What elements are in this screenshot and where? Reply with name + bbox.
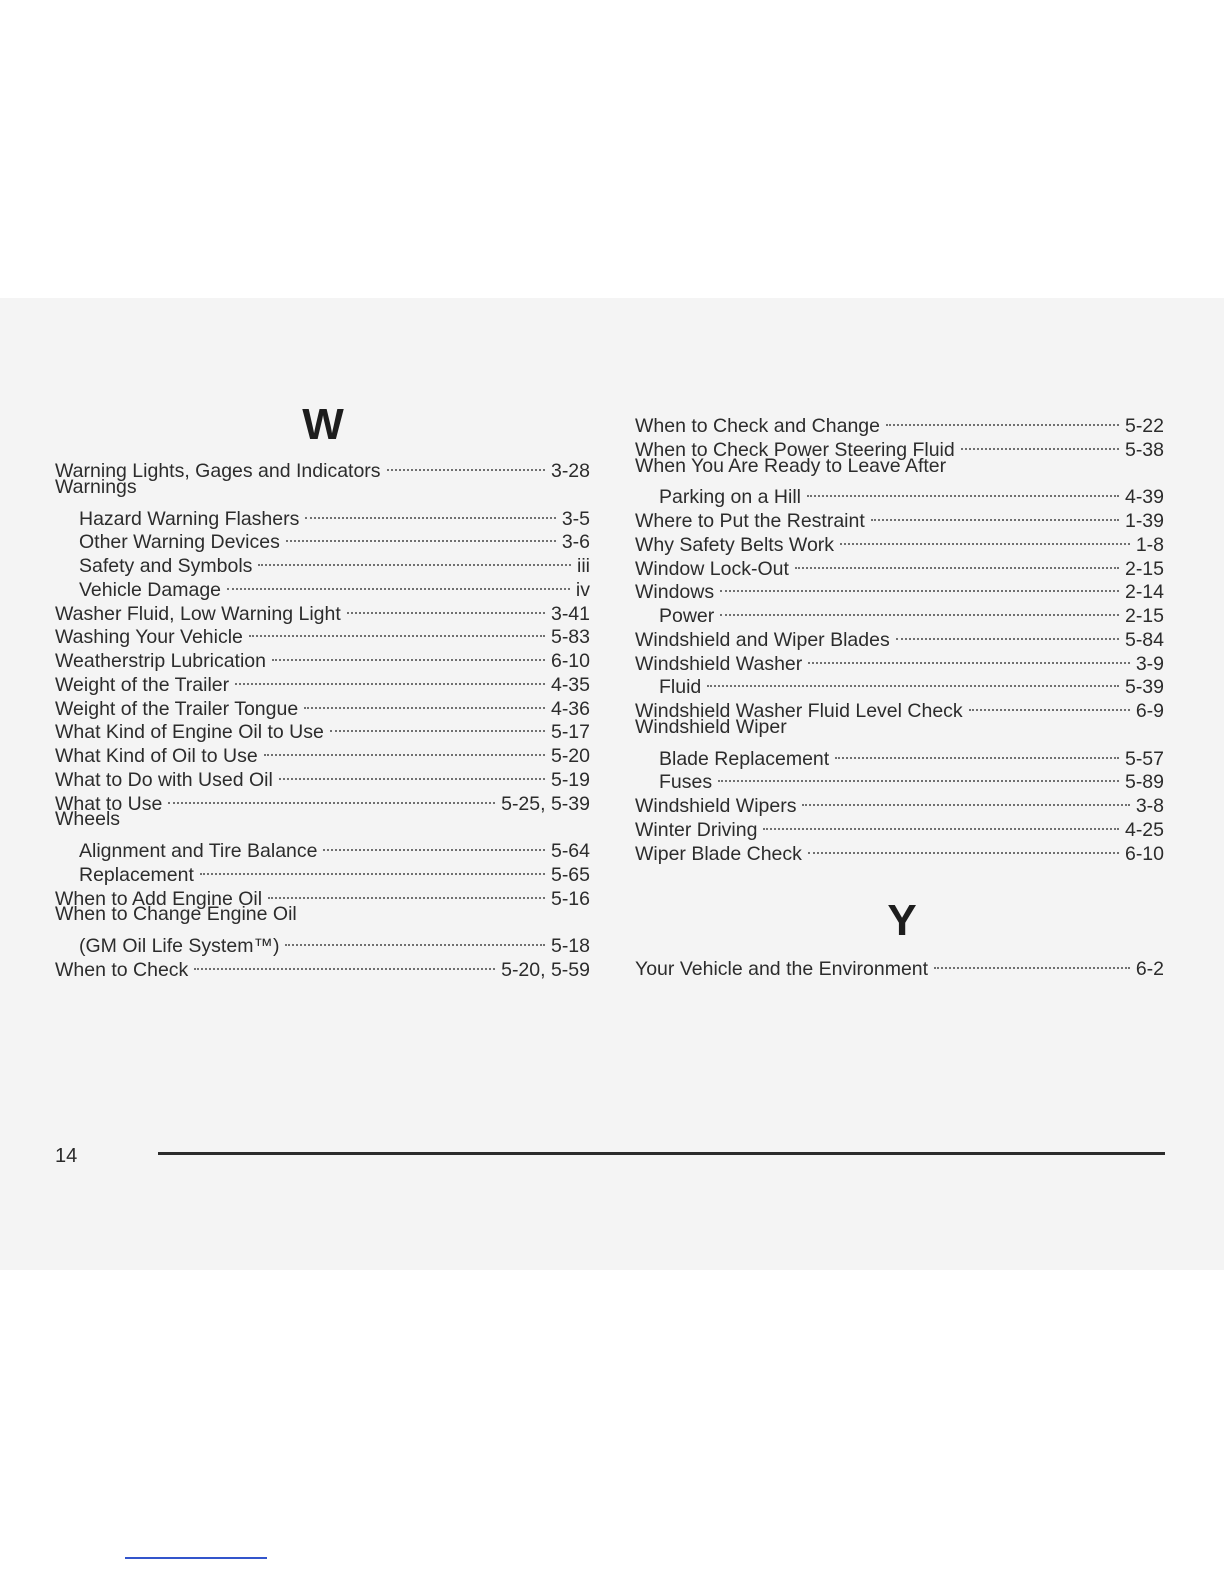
- leader-dots: [305, 493, 555, 519]
- entry-page: 6-2: [1135, 958, 1164, 980]
- entry-page: 2-15: [1124, 557, 1164, 580]
- leader-dots: [886, 400, 1119, 426]
- leader-dots: [763, 804, 1119, 830]
- leader-dots: [347, 588, 545, 614]
- entry-label: Replacement: [79, 863, 194, 886]
- leader-dots: [200, 849, 545, 875]
- entry-label: Windshield Washer: [635, 652, 803, 675]
- entry-label: Blade Replacement: [659, 747, 830, 770]
- entry-label: Wheels: [55, 808, 121, 831]
- leader-dots: [871, 495, 1119, 521]
- index-entry[interactable]: [55, 784, 590, 815]
- leader-dots: [194, 944, 495, 970]
- entry-label: (GM Oil Life System™): [79, 935, 280, 957]
- entry-page: 6-10: [550, 650, 590, 672]
- entry-label: Fuses: [659, 771, 713, 794]
- entry-page: 5-39: [1124, 676, 1164, 699]
- entry-label: Warnings: [55, 475, 137, 498]
- entry-page: 5-84: [1124, 628, 1164, 651]
- leader-dots: [896, 614, 1119, 640]
- entry-label: What to Do with Used Oil: [55, 768, 273, 791]
- entry-page: 5-57: [1124, 747, 1164, 770]
- entry-label: Warning Lights, Gages and Indicators: [55, 460, 381, 482]
- entry-page: 3-41: [550, 602, 590, 625]
- entry-page: 5-89: [1124, 771, 1164, 794]
- leader-dots: [235, 659, 545, 685]
- leader-dots: [387, 445, 545, 471]
- entry-label: Windows: [635, 581, 715, 604]
- leader-dots: [720, 566, 1119, 592]
- leader-dots: [272, 635, 545, 661]
- entry-label: Wiper Blade Check: [635, 842, 802, 865]
- leader-dots: [227, 564, 570, 590]
- entry-page: 3-9: [1135, 652, 1164, 675]
- entry-label: When to Check and Change: [635, 415, 880, 437]
- entry-page: 3-6: [561, 531, 590, 554]
- entry-label: Windshield and Wiper Blades: [635, 628, 890, 651]
- entry-label: Washing Your Vehicle: [55, 626, 243, 649]
- index-entry[interactable]: [635, 430, 1164, 461]
- leader-dots: [808, 638, 1130, 664]
- leader-dots: [720, 590, 1119, 616]
- entry-label: Alignment and Tire Balance: [79, 840, 318, 862]
- entry-page: 5-17: [550, 721, 590, 744]
- entry-page: 6-9: [1135, 700, 1164, 722]
- index-entry[interactable]: [55, 950, 590, 981]
- entry-label: What Kind of Engine Oil to Use: [55, 721, 324, 744]
- leader-dots: [808, 828, 1119, 854]
- entry-label: Washer Fluid, Low Warning Light: [55, 602, 341, 625]
- entry-page: 5-20: [550, 745, 590, 767]
- entry-label: When to Change Engine Oil: [55, 903, 297, 926]
- index-entry[interactable]: [635, 834, 1164, 865]
- entry-page: 5-16: [550, 887, 590, 910]
- leader-dots: [286, 516, 556, 542]
- entry-page: 2-14: [1124, 581, 1164, 604]
- entry-label: When to Add Engine Oil: [55, 887, 263, 910]
- section-letter-y: Y: [887, 896, 917, 945]
- leader-dots: [249, 611, 545, 637]
- leader-dots: [258, 540, 571, 566]
- entry-label: Hazard Warning Flashers: [79, 507, 300, 530]
- index-entry[interactable]: [635, 949, 1164, 980]
- entry-page: 1-39: [1124, 510, 1164, 532]
- section-letter-w: W: [302, 400, 344, 449]
- index-entry[interactable]: [635, 691, 1164, 722]
- entry-label: Safety and Symbols: [79, 555, 253, 577]
- entry-page: 5-25, 5-39: [501, 792, 590, 815]
- entry-page: 5-20, 5-59: [501, 958, 590, 981]
- entry-page: 4-39: [1124, 486, 1164, 509]
- leader-dots: [323, 825, 544, 851]
- entry-page: 2-15: [1124, 605, 1164, 627]
- link-underline[interactable]: [125, 1557, 267, 1559]
- leader-dots: [268, 873, 545, 899]
- entry-label: When to Check: [55, 958, 189, 981]
- entry-label: Why Safety Belts Work: [635, 533, 835, 556]
- entry-label: Windshield Wiper: [635, 715, 787, 738]
- leader-dots: [707, 661, 1119, 687]
- entry-page: 4-36: [550, 697, 590, 720]
- entry-label: Power: [659, 605, 715, 627]
- entry-label: Weight of the Trailer Tongue: [55, 697, 299, 720]
- index-entry[interactable]: [55, 451, 590, 482]
- entry-label: Fluid: [659, 676, 702, 699]
- entry-label: Your Vehicle and the Environment: [635, 958, 929, 980]
- leader-dots: [264, 730, 545, 756]
- entry-page: 4-35: [550, 673, 590, 696]
- entry-page: iii: [577, 555, 590, 577]
- index-entry[interactable]: [55, 879, 590, 910]
- entry-label: When to Check Power Steering Fluid: [635, 438, 955, 461]
- entry-page: 6-10: [1124, 842, 1164, 865]
- leader-dots: [961, 424, 1119, 450]
- footer-rule: [158, 1152, 1165, 1155]
- entry-label: When You Are Ready to Leave After: [635, 454, 947, 477]
- entry-page: 3-8: [1135, 795, 1164, 817]
- entry-label: Parking on a Hill: [659, 486, 801, 509]
- entry-page: 1-8: [1135, 533, 1164, 556]
- leader-dots: [802, 780, 1129, 806]
- leader-dots: [835, 733, 1119, 759]
- entry-label: Windshield Washer Fluid Level Check: [635, 700, 963, 722]
- entry-page: 5-18: [550, 935, 590, 957]
- entry-label: Winter Driving: [635, 818, 758, 841]
- leader-dots: [718, 756, 1119, 782]
- entry-page: iv: [575, 578, 590, 601]
- entry-label: Weight of the Trailer: [55, 673, 230, 696]
- leader-dots: [279, 754, 545, 780]
- entry-label: Other Warning Devices: [79, 531, 280, 554]
- leader-dots: [795, 543, 1119, 569]
- leader-dots: [330, 706, 545, 732]
- leader-dots: [285, 920, 545, 946]
- entry-label: Weatherstrip Lubrication: [55, 650, 266, 672]
- entry-page: 4-25: [1124, 818, 1164, 841]
- entry-label: Windshield Wipers: [635, 795, 797, 817]
- entry-label: Where to Put the Restraint: [635, 510, 865, 532]
- entry-page: 5-19: [550, 768, 590, 791]
- leader-dots: [969, 685, 1130, 711]
- leader-dots: [807, 471, 1119, 497]
- leader-dots: [304, 683, 545, 709]
- leader-dots: [934, 943, 1130, 969]
- entry-page: 5-83: [550, 626, 590, 649]
- entry-page: 3-28: [550, 460, 590, 482]
- entry-label: What to Use: [55, 792, 163, 815]
- entry-page: 3-5: [561, 507, 590, 530]
- entry-page: 5-38: [1124, 438, 1164, 461]
- page-number: 14: [55, 1145, 78, 1167]
- entry-label: Vehicle Damage: [79, 578, 222, 601]
- entry-page: 5-65: [550, 863, 590, 886]
- entry-page: 5-64: [550, 840, 590, 862]
- leader-dots: [168, 778, 495, 804]
- entry-page: 5-22: [1124, 415, 1164, 437]
- entry-label: Window Lock-Out: [635, 557, 789, 580]
- entry-label: What Kind of Oil to Use: [55, 745, 258, 767]
- leader-dots: [840, 519, 1130, 545]
